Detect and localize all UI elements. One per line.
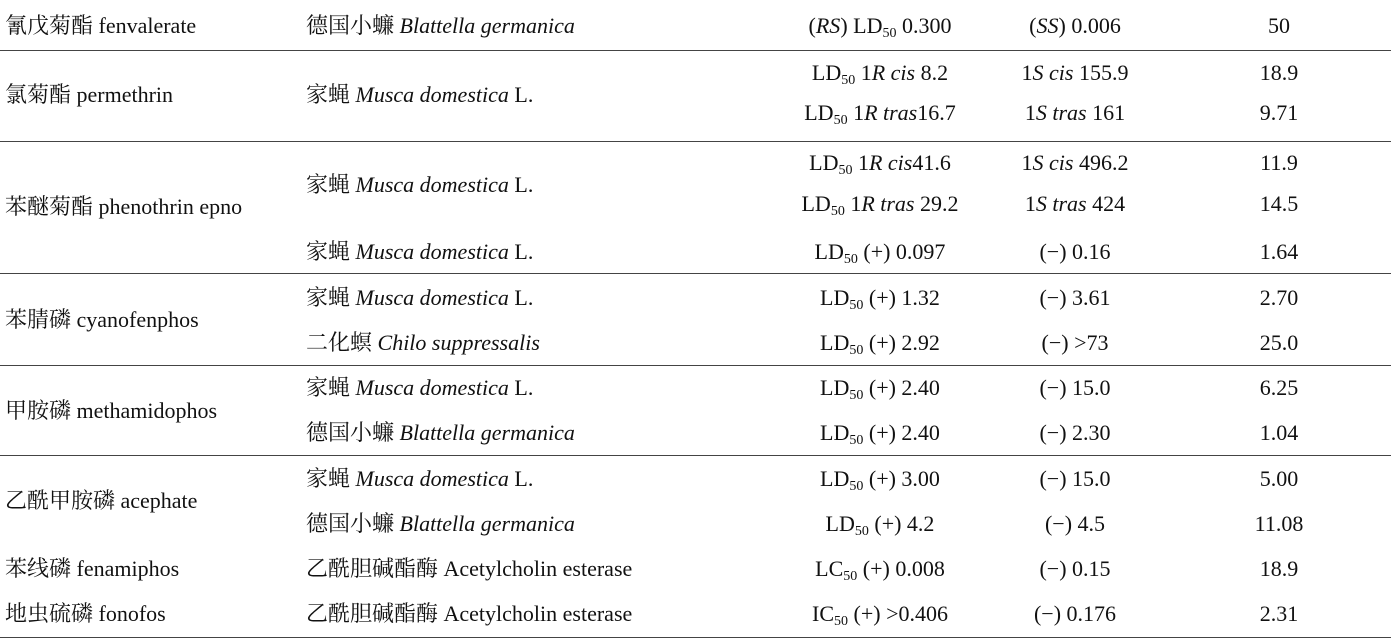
text: (+) 4.2 — [868, 511, 935, 536]
subscript: 50 — [843, 252, 858, 267]
ratio-value: 50 — [1268, 13, 1290, 38]
text: 496.2 — [1073, 150, 1129, 175]
toxicity-value-2 — [1000, 465, 1150, 493]
compound-name: 苯线磷 fenamiphos — [5, 556, 180, 581]
organism-cn: 家蝇 — [306, 375, 356, 400]
text: (−) 15.0 — [1039, 466, 1111, 491]
compound-name: 氰戊菊酯 fenvalerate — [5, 13, 197, 38]
ratio-value: 2.31 — [1259, 601, 1299, 626]
toxicity-value-2 — [1000, 419, 1150, 447]
organism-suffix: L. — [508, 82, 534, 107]
compound-name: 地虫硫磷 fonofos — [5, 601, 166, 626]
organism-latin: Chilo suppressalis — [377, 330, 540, 355]
organism-suffix: L. — [508, 375, 534, 400]
toxicity-value-1 — [760, 600, 1000, 628]
organism-latin: Musca domestica — [355, 466, 509, 491]
text: (+) 0.097 — [857, 239, 946, 264]
table-rule — [0, 455, 1391, 456]
text: LD — [820, 420, 850, 445]
text: (−) >73 — [1041, 330, 1109, 355]
subscript: 50 — [841, 73, 856, 88]
text: 1 — [1024, 191, 1036, 216]
toxicity-value-2 — [1000, 238, 1150, 266]
subscript: 50 — [830, 204, 845, 219]
isomer: S cis — [1032, 60, 1074, 85]
isomer: S tras — [1035, 100, 1087, 125]
table-rule — [0, 637, 1391, 638]
text: LD — [814, 239, 844, 264]
text: 1 — [855, 60, 872, 85]
organism-cn: 家蝇 — [306, 239, 356, 264]
toxicity-value-1 — [760, 555, 1000, 583]
toxicity-value-1 — [760, 238, 1000, 266]
isomer: R tras — [864, 100, 918, 125]
text: LD — [820, 466, 850, 491]
text: LD — [820, 285, 850, 310]
text: 1 — [844, 191, 862, 216]
ratio-value: 25.0 — [1259, 330, 1299, 355]
subscript: 50 — [838, 163, 853, 178]
text: (+) 2.92 — [863, 330, 940, 355]
organism-name — [306, 81, 533, 109]
toxicity-value-2 — [1000, 99, 1150, 127]
toxicity-value-2 — [1000, 284, 1150, 312]
text: LC — [815, 556, 844, 581]
organism-latin: Musca domestica — [355, 239, 509, 264]
subscript: 50 — [854, 524, 869, 539]
organism-cn: 家蝇 — [306, 285, 356, 310]
ratio-value: 2.70 — [1259, 285, 1299, 310]
text: (+) 1.32 — [863, 285, 940, 310]
text: (−) 2.30 — [1039, 420, 1111, 445]
ratio-value: 11.9 — [1260, 150, 1298, 175]
organism-cn: 乙酰胆碱酯酶 — [306, 556, 444, 581]
organism-name — [306, 419, 575, 447]
toxicity-value-2 — [1000, 149, 1150, 177]
text: ( — [808, 13, 816, 38]
isomer: R cis — [871, 60, 916, 85]
text: 41.6 — [912, 150, 951, 175]
text: 424 — [1086, 191, 1126, 216]
text: (+) 3.00 — [863, 466, 940, 491]
subscript: 50 — [849, 388, 864, 403]
toxicity-value-2 — [1000, 555, 1150, 583]
organism-suffix: Acetylcholin esterase — [443, 556, 633, 581]
toxicity-value-2 — [1000, 600, 1150, 628]
organism-name — [306, 600, 632, 628]
text: LD — [825, 511, 855, 536]
subscript: 50 — [843, 569, 858, 584]
text: 1 — [1021, 150, 1033, 175]
text: (+) 0.008 — [857, 556, 945, 581]
toxicity-value-2 — [1000, 329, 1150, 357]
ratio-value: 14.5 — [1259, 191, 1299, 216]
toxicity-value-1 — [760, 149, 1000, 177]
compound-name: 乙酰甲胺磷 acephate — [5, 488, 198, 513]
organism-cn: 二化螟 — [306, 330, 378, 355]
toxicity-value-2 — [1000, 59, 1150, 87]
organism-cn: 德国小蠊 — [306, 13, 400, 38]
toxicity-value-1 — [760, 374, 1000, 402]
text: (−) 3.61 — [1039, 285, 1111, 310]
text: LD — [820, 330, 850, 355]
organism-latin: Musca domestica — [355, 172, 509, 197]
organism-name — [306, 329, 540, 357]
text: (−) 0.16 — [1039, 239, 1111, 264]
compound-name: 苯腈磷 cyanofenphos — [5, 307, 199, 332]
toxicity-value-1 — [760, 329, 1000, 357]
toxicity-value-2 — [1000, 12, 1150, 40]
organism-cn: 家蝇 — [306, 172, 356, 197]
toxicity-value-2 — [1000, 190, 1150, 218]
toxicity-value-1 — [760, 12, 1000, 40]
text: (−) 0.176 — [1033, 601, 1117, 626]
text: LD — [811, 60, 842, 85]
text: 1 — [1021, 60, 1033, 85]
organism-name — [306, 465, 533, 493]
toxicity-value-1 — [760, 284, 1000, 312]
text: (−) 4.5 — [1044, 511, 1106, 536]
table-rule — [0, 50, 1391, 51]
text: 29.2 — [914, 191, 959, 216]
text: 1 — [852, 150, 869, 175]
ratio-value: 1.04 — [1259, 420, 1299, 445]
organism-suffix: L. — [508, 466, 534, 491]
toxicity-value-1 — [760, 99, 1000, 127]
ratio-value: 18.9 — [1259, 60, 1299, 85]
text: LD — [809, 150, 839, 175]
compound-name: 苯醚菊酯 phenothrin epno — [5, 194, 243, 219]
ratio-value: 5.00 — [1259, 466, 1299, 491]
isomer: SS — [1036, 13, 1059, 38]
subscript: 50 — [882, 26, 897, 41]
text: 16.7 — [917, 100, 956, 125]
organism-name — [306, 510, 575, 538]
ratio-value: 11.08 — [1254, 511, 1304, 536]
toxicity-value-2 — [1000, 510, 1150, 538]
text: 1 — [1024, 100, 1036, 125]
subscript: 50 — [849, 479, 864, 494]
isomer: R tras — [861, 191, 915, 216]
toxicity-value-1 — [760, 59, 1000, 87]
subscript: 50 — [849, 298, 864, 313]
organism-suffix: L. — [508, 172, 534, 197]
organism-name — [306, 374, 533, 402]
toxicity-value-1 — [760, 190, 1000, 218]
organism-latin: Blattella germanica — [399, 420, 575, 445]
organism-name — [306, 12, 575, 40]
text: ( — [1029, 13, 1037, 38]
table-rule — [0, 365, 1391, 366]
ratio-value: 6.25 — [1259, 375, 1299, 400]
subscript: 50 — [849, 433, 864, 448]
text: 0.300 — [896, 13, 952, 38]
text: 1 — [847, 100, 865, 125]
isomer: S tras — [1035, 191, 1087, 216]
subscript: 50 — [849, 343, 864, 358]
isomer: RS — [815, 13, 841, 38]
table-rule — [0, 141, 1391, 142]
toxicity-value-1 — [760, 465, 1000, 493]
organism-cn: 德国小蠊 — [306, 420, 400, 445]
compound-name: 氯菊酯 permethrin — [5, 82, 174, 107]
text: ) 0.006 — [1058, 13, 1121, 38]
organism-name — [306, 284, 533, 312]
organism-suffix: L. — [508, 285, 534, 310]
organism-suffix: Acetylcholin esterase — [443, 601, 633, 626]
organism-latin: Musca domestica — [355, 375, 509, 400]
text: LD — [804, 100, 834, 125]
organism-latin: Musca domestica — [355, 285, 509, 310]
ratio-value: 1.64 — [1259, 239, 1299, 264]
table-rule — [0, 273, 1391, 274]
toxicity-value-2 — [1000, 374, 1150, 402]
text: (+) >0.406 — [848, 601, 948, 626]
organism-cn: 家蝇 — [306, 82, 356, 107]
isomer: R cis — [868, 150, 913, 175]
ratio-value: 9.71 — [1259, 100, 1299, 125]
text: LD — [820, 375, 850, 400]
organism-name — [306, 238, 533, 266]
text: (+) 2.40 — [863, 420, 940, 445]
text: 155.9 — [1073, 60, 1129, 85]
text: 8.2 — [915, 60, 949, 85]
text: (−) 0.15 — [1039, 556, 1111, 581]
text: IC — [812, 601, 835, 626]
organism-name — [306, 171, 533, 199]
text: ) LD — [840, 13, 883, 38]
text: (−) 15.0 — [1039, 375, 1111, 400]
compound-name: 甲胺磷 methamidophos — [5, 398, 218, 423]
organism-latin: Blattella germanica — [399, 13, 575, 38]
toxicity-value-1 — [760, 419, 1000, 447]
organism-latin: Musca domestica — [355, 82, 509, 107]
subscript: 50 — [833, 113, 848, 128]
ratio-value: 18.9 — [1259, 556, 1299, 581]
organism-cn: 乙酰胆碱酯酶 — [306, 601, 444, 626]
organism-name — [306, 555, 632, 583]
organism-cn: 德国小蠊 — [306, 511, 400, 536]
subscript: 50 — [834, 614, 849, 629]
organism-suffix: L. — [508, 239, 534, 264]
organism-latin: Blattella germanica — [399, 511, 575, 536]
isomer: S cis — [1032, 150, 1074, 175]
text: 161 — [1086, 100, 1126, 125]
text: LD — [801, 191, 831, 216]
organism-cn: 家蝇 — [306, 466, 356, 491]
text: (+) 2.40 — [863, 375, 940, 400]
toxicity-value-1 — [760, 510, 1000, 538]
